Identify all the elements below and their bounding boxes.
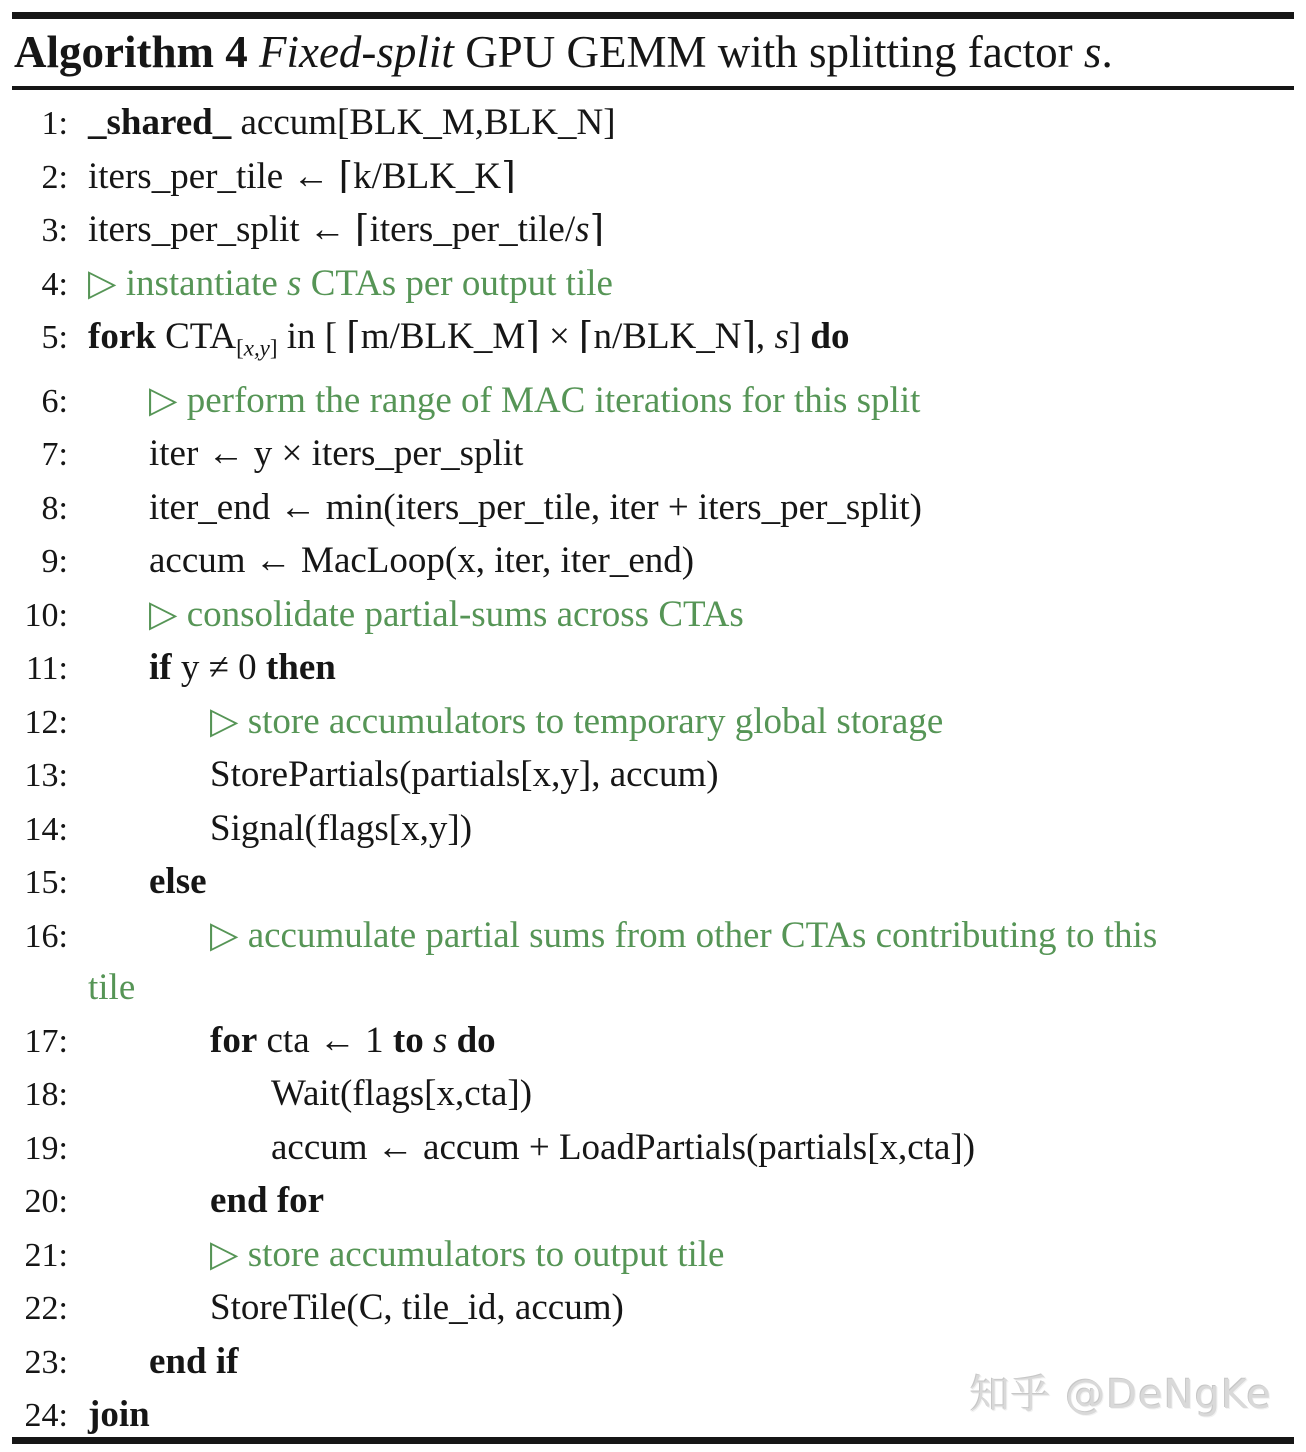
line-content [88, 910, 1294, 1015]
text-segment: iters_per_tile ← ⌈k/BLK_K⌉ [88, 155, 516, 197]
line-content [88, 97, 1294, 150]
line-content [88, 1015, 1294, 1068]
text-segment: to [392, 1019, 424, 1061]
line-number: 22: [24, 1290, 68, 1328]
text-segment: iter ← y × iters_per_split [149, 433, 524, 475]
algorithm-line [12, 1282, 1294, 1336]
title-separator-rule [12, 86, 1294, 90]
algorithm-line [12, 375, 1294, 429]
line-content [88, 803, 1294, 856]
line-number: 12: [24, 703, 68, 741]
text-segment: in [ ⌈m/BLK_M⌉ × ⌈n/BLK_N⌉, [277, 316, 775, 357]
algorithm-line [12, 428, 1294, 482]
text-segment: ▷ store accumulators to temporary global storage [210, 700, 944, 742]
text-segment: iters_per_split ← ⌈iters_per_tile/ [88, 209, 576, 250]
line-number: 8: [41, 489, 68, 527]
line-number: 24: [24, 1397, 68, 1435]
text-segment: s [1083, 27, 1102, 77]
bottom-rule [12, 1437, 1294, 1444]
line-content [88, 696, 1294, 749]
text-segment: Fixed-split [258, 27, 454, 77]
text-segment: ] [788, 316, 811, 357]
line-number: 18: [24, 1076, 68, 1114]
text-segment: accum[BLK_M,BLK_N] [231, 102, 616, 143]
text-segment: x,y [243, 335, 270, 361]
watermark: 知乎 @DeNgKe [969, 1372, 1272, 1418]
line-number: 21: [24, 1236, 68, 1274]
algorithm-line [12, 856, 1294, 910]
text-segment [424, 1020, 433, 1061]
line-content [88, 151, 1294, 204]
line-content [88, 1122, 1294, 1175]
algorithm-body [12, 97, 1294, 1443]
algorithm-line [12, 1068, 1294, 1122]
text-segment: StorePartials(partials[x,y], accum) [210, 754, 719, 796]
line-content [88, 204, 1294, 257]
algorithm-line [12, 803, 1294, 857]
algorithm-line [12, 1122, 1294, 1176]
text-segment: StoreTile(C, tile_id, accum) [210, 1287, 624, 1329]
line-number: 19: [24, 1129, 68, 1167]
text-segment: Algorithm 4 [14, 27, 248, 77]
line-number: 5: [41, 319, 68, 356]
text-segment: accum ← accum + LoadPartials(partials[x,cta]) [271, 1126, 976, 1168]
line-number: 1: [41, 105, 68, 142]
algorithm-line [12, 151, 1294, 205]
text-segment: accum ← MacLoop(x, iter, iter_end) [149, 540, 695, 582]
algorithm-line [12, 311, 1294, 375]
text-segment: do [810, 316, 850, 357]
line-number: 20: [24, 1183, 68, 1221]
line-content [88, 1068, 1294, 1121]
line-number: 9: [41, 543, 68, 581]
algorithm-line [12, 535, 1294, 589]
text-segment: if [149, 647, 172, 689]
text-segment: tile [88, 967, 136, 1009]
text-segment: fork [88, 316, 156, 357]
text-segment: iter_end ← min(iters_per_tile, iter + iters_per_split) [149, 486, 922, 528]
line-content [88, 1229, 1294, 1282]
text-segment: s [575, 209, 590, 250]
text-segment: ▷ instantiate [88, 262, 288, 304]
algorithm-line [12, 1015, 1294, 1069]
text-segment: Wait(flags[x,cta]) [271, 1073, 533, 1115]
line-number: 4: [41, 265, 68, 303]
text-segment [248, 27, 259, 77]
line-content [88, 642, 1294, 695]
text-segment: s [432, 1019, 448, 1061]
text-segment: ⌉ [589, 209, 604, 250]
line-content [88, 482, 1294, 535]
text-segment: CTA [155, 316, 237, 357]
text-segment: end if [149, 1340, 239, 1382]
algorithm-line [12, 258, 1294, 312]
algorithm-line [12, 204, 1294, 258]
line-content [88, 311, 1294, 375]
algorithm-line [12, 97, 1294, 151]
line-number: 10: [24, 596, 68, 634]
line-content [88, 375, 1294, 428]
line-number: 13: [24, 757, 68, 795]
line-number: 11: [25, 650, 68, 688]
text-segment: ▷ perform the range of MAC iterations for this split [149, 379, 921, 421]
line-number: 3: [41, 212, 68, 249]
text-segment: s [287, 262, 302, 304]
text-segment: ▷ consolidate partial-sums across CTAs [149, 593, 744, 635]
text-segment: join [88, 1394, 150, 1436]
line-number: 16: [24, 917, 68, 955]
text-segment: _shared_ [88, 102, 232, 143]
line-number: 17: [24, 1022, 68, 1060]
line-number: 2: [41, 158, 68, 196]
algorithm-line [12, 642, 1294, 696]
text-segment: else [149, 861, 207, 903]
text-segment: ] [269, 335, 278, 361]
text-segment [447, 1020, 456, 1061]
algorithm-line [12, 589, 1294, 643]
text-segment: . [1101, 27, 1113, 77]
algorithm-line [12, 910, 1294, 1015]
text-segment: then [265, 647, 336, 689]
line-content [88, 428, 1294, 481]
text-segment: do [456, 1019, 496, 1061]
text-segment: cta ← 1 [257, 1019, 393, 1061]
line-number: 6: [41, 382, 68, 420]
text-segment: ▷ accumulate partial sums from other CTAs contributing to this [210, 914, 1158, 956]
line-content [88, 589, 1294, 642]
text-segment: ▷ store accumulators to output tile [210, 1233, 725, 1275]
algorithm-line [12, 696, 1294, 750]
algorithm-line [12, 1229, 1294, 1283]
line-content [88, 856, 1294, 909]
text-segment: GPU GEMM with splitting factor [453, 27, 1084, 77]
text-segment: for [210, 1019, 258, 1061]
line-number: 14: [24, 810, 68, 848]
algorithm-line [12, 749, 1294, 803]
text-segment: [ [236, 335, 244, 361]
text-segment: CTAs per output tile [301, 262, 613, 304]
text-segment: Signal(flags[x,y]) [210, 807, 473, 849]
line-number: 23: [24, 1343, 68, 1381]
line-content [88, 749, 1294, 802]
algorithm-line [12, 1175, 1294, 1229]
top-rule [12, 12, 1294, 19]
algorithm-line [12, 482, 1294, 536]
line-number: 15: [24, 864, 68, 902]
algorithm-figure [0, 12, 1306, 1452]
line-content [88, 535, 1294, 588]
line-content [88, 258, 1294, 311]
line-number: 7: [41, 436, 68, 474]
text-segment: end for [210, 1180, 325, 1222]
line-content [88, 1175, 1294, 1228]
algorithm-title [12, 19, 1294, 86]
text-segment: y ≠ 0 [171, 647, 266, 689]
text-segment: s [774, 316, 789, 357]
line-content [88, 1282, 1294, 1335]
